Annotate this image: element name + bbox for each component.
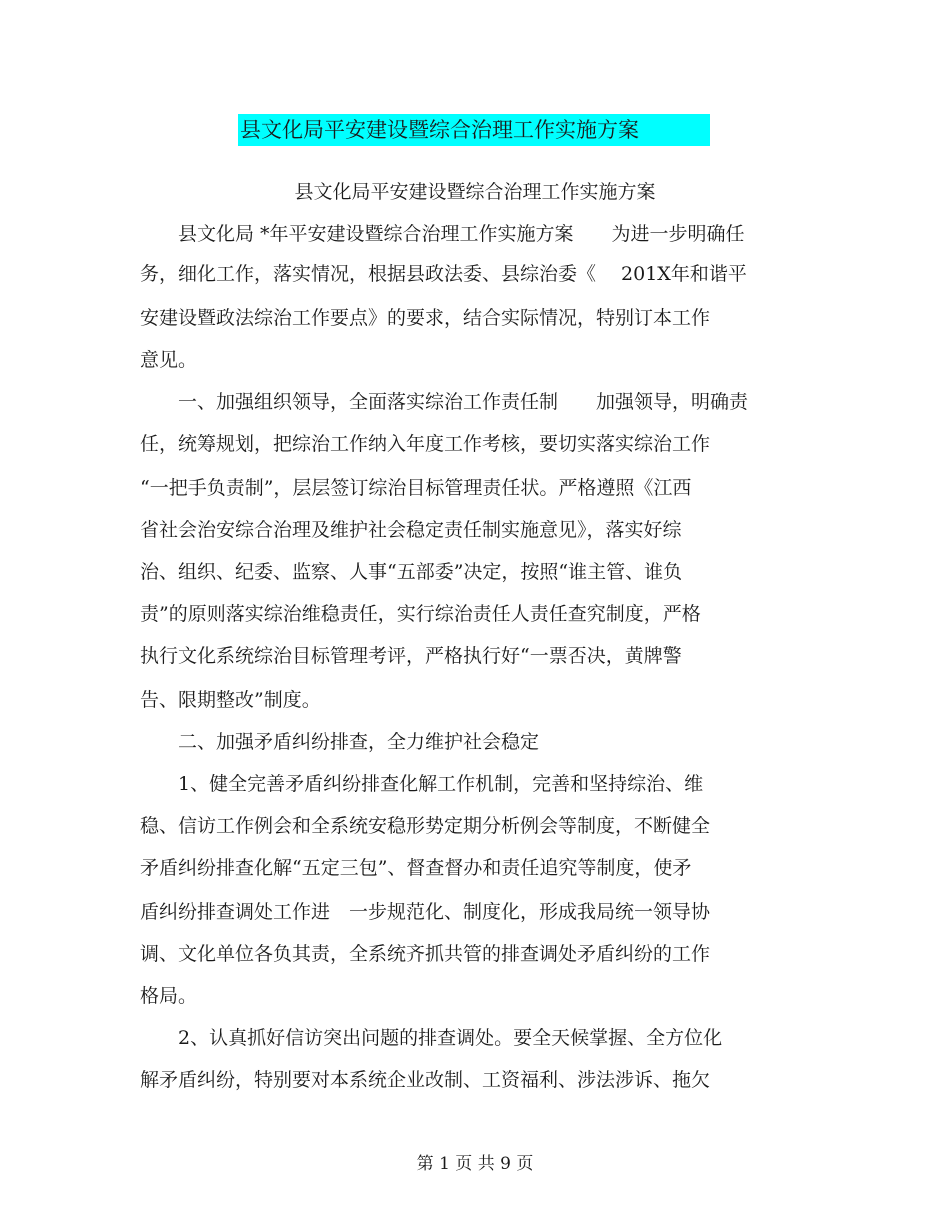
body-line: 任，统筹规划，把综治工作纳入年度工作考核，要切实落实综治工作 (140, 433, 711, 455)
body-line: 稳、信访工作例会和全系统安稳形势定期分析例会等制度，不断健全 (140, 815, 711, 837)
body-line: 省社会治安综合治理及维护社会稳定责任制实施意见》，落实好综 (140, 519, 682, 541)
body-line: 告、限期整改”制度。 (140, 689, 321, 711)
body-line: 矛盾纠纷排查化解“五定三包”、督查督办和责任追究等制度，使矛 (140, 857, 692, 879)
body-line: 二、加强矛盾纠纷排查，全力维护社会稳定 (140, 731, 540, 753)
body-line: 格局。 (140, 985, 198, 1007)
body-line: 治、组织、纪委、监察、人事“五部委”决定，按照“谁主管、谁负 (140, 561, 683, 583)
body-line: 盾纠纷排查调处工作进 一步规范化、制度化，形成我局统一领导协 (140, 901, 711, 923)
body-line: 责”的原则落实综治维稳责任，实行综治责任人责任查究制度，严格 (140, 603, 701, 625)
page-number-footer: 第 1 页 共 9 页 (416, 1154, 534, 1174)
body-line: 县文化局 *年平安建设暨综合治理工作实施方案 为进一步明确任 (140, 223, 745, 245)
body-line: 1、健全完善矛盾纠纷排查化解工作机制，完善和坚持综治、维 (140, 773, 704, 795)
body-line: 解矛盾纠纷，特别要对本系统企业改制、工资福利、涉法涉诉、拖欠 (140, 1069, 711, 1091)
document-title: 县文化局平安建设暨综合治理工作实施方案 (294, 181, 656, 203)
body-line: 务，细化工作，落实情况，根据县政法委、县综治委《 201X年和谐平 (140, 263, 747, 285)
body-line: 2、认真抓好信访突出问题的排查调处。要全天候掌握、全方位化 (140, 1027, 723, 1049)
body-line: 安建设暨政法综治工作要点》的要求，结合实际情况，特别订本工作 (140, 307, 711, 329)
body-line: “一把手负责制”，层层签订综治目标管理责任状。严格遵照《江西 (140, 477, 692, 499)
body-line: 执行文化系统综治目标管理考评，严格执行好“一票否决，黄牌警 (140, 645, 682, 667)
body-line: 调、文化单位各负其责，全系统齐抓共管的排查调处矛盾纠纷的工作 (140, 943, 711, 965)
body-line: 意见。 (140, 349, 198, 371)
highlighted-header-title: 县文化局平安建设暨综合治理工作实施方案 (238, 114, 710, 146)
body-line: 一、加强组织领导，全面落实综治工作责任制 加强领导，明确责 (140, 391, 749, 413)
